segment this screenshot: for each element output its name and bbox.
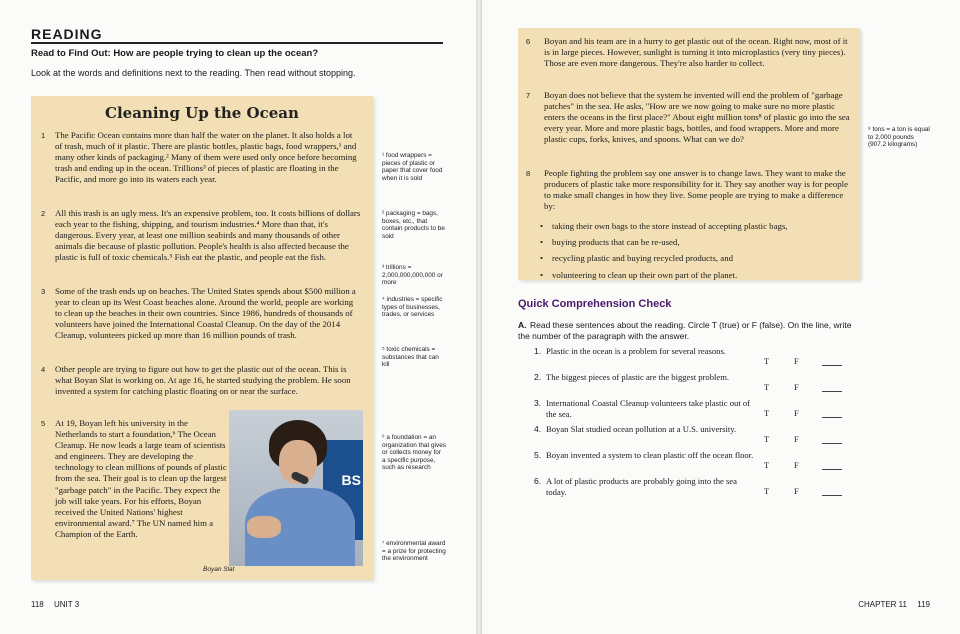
- true-option[interactable]: T: [764, 460, 770, 470]
- question-number: 5.: [534, 450, 542, 460]
- quick-comprehension-title: Quick Comprehension Check: [518, 298, 672, 310]
- true-option[interactable]: T: [764, 434, 770, 444]
- glossary-packaging: ² packaging = bags, boxes, etc., that contain products to be sold: [382, 210, 445, 240]
- glossary-industries: ⁴ industries = specific types of businesses, trades, or services: [382, 296, 443, 319]
- right-footer: [858, 600, 930, 609]
- reading-instructions: Look at the words and definitions next to the reading. Then read without stopping.: [31, 68, 356, 78]
- paragraph-text: People fighting the problem say one answer is to change laws. They want to make the producers of plastic take more responsibility for it. They say another way is for people to make small changes in how they live. Some people are trying to make a difference by:: [544, 168, 848, 212]
- left-footer: [31, 600, 79, 609]
- question-text: Boyan Slat studied ocean pollution at a U.S. university.: [546, 424, 737, 434]
- false-option[interactable]: F: [794, 382, 799, 392]
- unit-label: UNIT 3: [54, 600, 80, 609]
- page-number: 118: [31, 600, 44, 609]
- answer-line[interactable]: [822, 443, 842, 444]
- false-option[interactable]: F: [794, 460, 799, 470]
- bullet-list: [540, 218, 850, 283]
- qcc-instructions-text: Read these sentences about the reading. Circle T (true) or F (false). On the line, write the number of the paragraph with the answer.: [518, 320, 852, 341]
- question-number: 6.: [534, 476, 542, 486]
- question-text: A lot of plastic products are probably going into the sea today.: [546, 476, 737, 497]
- bullet-item: • volunteering to clean up their own part of the planet.: [540, 267, 850, 283]
- left-page: [0, 0, 476, 634]
- page-number: 119: [917, 600, 930, 609]
- bullet-item: • recycling plastic and buying recycled products, and: [540, 250, 850, 266]
- answer-line[interactable]: [822, 365, 842, 366]
- paragraph-text: Other people are trying to figure out how to get the plastic out of the ocean. This is what Boyan Slat is working on. At age 16, he started studying the problem. He soon invented a system for catching plastic floating on or near the surface.: [55, 364, 351, 397]
- reading-box: [31, 96, 373, 580]
- chapter-label: CHAPTER 11: [858, 600, 907, 609]
- qcc-instructions: [518, 320, 858, 341]
- true-option[interactable]: T: [764, 356, 770, 366]
- paragraph-number: 2: [41, 209, 46, 218]
- bullet-item: • taking their own bags to the store instead of accepting plastic bags,: [540, 218, 850, 234]
- glossary-food-wrappers: ¹ food wrappers = pieces of plastic or paper that cover food when it is sold: [382, 152, 443, 182]
- question-text: International Coastal Cleanup volunteers take plastic out of the sea.: [546, 398, 751, 419]
- paragraph-text: Some of the trash ends up on beaches. The United States spends about $500 million a year to clean up its West Coast beaches alone. Around the world, people are working to clean up the beaches in their own countries. Since 1986, hundreds of thousands of volunteers have joined the International Coastal Cleanup. On the day of the 2014 Cleanup, volunteers picked up more than 16 million pounds of trash.: [55, 286, 356, 341]
- paragraph-text: Boyan does not believe that the system he invented will end the problem of "garbage patches" in the sea. He asks, "How are we now going to make sure no more plastic enters the oceans in the first place?" About eight million tons⁸ of plastic go into the sea every year. More and more plastic bags, bottles, and food wrappers. More and more plastic cups, forks, knives, and spoons. What can we do?: [544, 90, 850, 145]
- glossary-environmental-award: ⁷ environmental award = a prize for protecting the environment: [382, 540, 446, 563]
- true-option[interactable]: T: [764, 486, 770, 496]
- false-option[interactable]: F: [794, 356, 799, 366]
- paragraph-number: 6: [526, 37, 531, 46]
- false-option[interactable]: F: [794, 434, 799, 444]
- question-number: 4.: [534, 424, 542, 434]
- false-option[interactable]: F: [794, 408, 799, 418]
- reading-box-continued: [518, 28, 860, 280]
- question-number: 1.: [534, 346, 542, 356]
- qcc-letter: A.: [518, 320, 527, 330]
- answer-line[interactable]: [822, 495, 842, 496]
- photo-sign: BS: [341, 472, 361, 488]
- photo-person-hand: [247, 516, 281, 538]
- glossary-toxic-chemicals: ⁵ toxic chemicals = substances that can kill: [382, 346, 439, 369]
- boyan-slat-photo: [229, 410, 363, 566]
- heading-rule: [31, 42, 443, 44]
- answer-line[interactable]: [822, 469, 842, 470]
- reading-title: Cleaning Up the Ocean: [105, 104, 299, 122]
- paragraph-number: 5: [41, 419, 46, 428]
- photo-caption: Boyan Slat: [203, 566, 235, 573]
- read-to-find-out: Read to Find Out: How are people trying to clean up the ocean?: [31, 48, 319, 59]
- glossary-foundation: ⁶ a foundation = an organization that gives or collects money for a specific purpose, such as research: [382, 434, 446, 472]
- section-heading: READING: [31, 26, 103, 42]
- question-number: 3.: [534, 398, 542, 408]
- paragraph-number: 1: [41, 131, 46, 140]
- glossary-trillions: ³ trillions = 2,000,000,000,000 or more: [382, 264, 443, 287]
- true-option[interactable]: T: [764, 408, 770, 418]
- right-page: [482, 0, 960, 634]
- question-number: 2.: [534, 372, 542, 382]
- true-option[interactable]: T: [764, 382, 770, 392]
- paragraph-text: At 19, Boyan left his university in the Netherlands to start a foundation,⁶ The Ocean Cleanup. He now leads a large team of scientists and engineers. They are developing the technology to clean millions of pounds of plastic from the sea. Their goal is to clean up the largest "garbage patch" in the Pacific. They expect the job will take years. For his efforts, Boyan received the United Nations' highest environmental award.⁷ The UN named him a Champion of the Earth.: [55, 418, 227, 539]
- bullet-item: • buying products that can be re-used,: [540, 234, 850, 250]
- glossary-tons: ⁸ tons = a ton is equal to 2,000 pounds (907.2 kilograms): [868, 126, 930, 149]
- answer-line[interactable]: [822, 417, 842, 418]
- paragraph-number: 8: [526, 169, 531, 178]
- answer-line[interactable]: [822, 391, 842, 392]
- paragraph-text: The Pacific Ocean contains more than half the water on the planet. It also holds a lot of trash, much of it plastic. There are plastic bottles, plastic bags, food wrappers,¹ and many other kinds of packaging.² Many of them were used only once before becoming trash and ending up in the ocean. Trillions³ of pieces of plastic are floating in the Pacific, and more go into its waters each year.: [55, 130, 357, 185]
- paragraph-number: 3: [41, 287, 46, 296]
- false-option[interactable]: F: [794, 486, 799, 496]
- question-text: Plastic in the ocean is a problem for several reasons.: [546, 346, 726, 356]
- question-text: Boyan invented a system to clean plastic off the ocean floor.: [546, 450, 754, 460]
- question-text: The biggest pieces of plastic are the biggest problem.: [546, 372, 730, 382]
- paragraph-number: 7: [526, 91, 531, 100]
- paragraph-text: Boyan and his team are in a hurry to get plastic out of the ocean. Right now, most of it is in large pieces. However, sunlight is turning it into microplastics (very tiny pieces). Those are even more dangerous. They're also harder to collect.: [544, 36, 848, 69]
- paragraph-text: All this trash is an ugly mess. It's an expensive problem, too. It costs billions of dollars each year to the fishing, shipping, and tourism industries.⁴ More than that, it's dangerous. Every year, at least one million seabirds and many thousands of other animals die because of plastic pollution. People's health is also affected because the plastic is full of toxic chemicals.⁵ Fish eat the plastic, and people eat the fish.: [55, 208, 361, 263]
- paragraph-number: 4: [41, 365, 46, 374]
